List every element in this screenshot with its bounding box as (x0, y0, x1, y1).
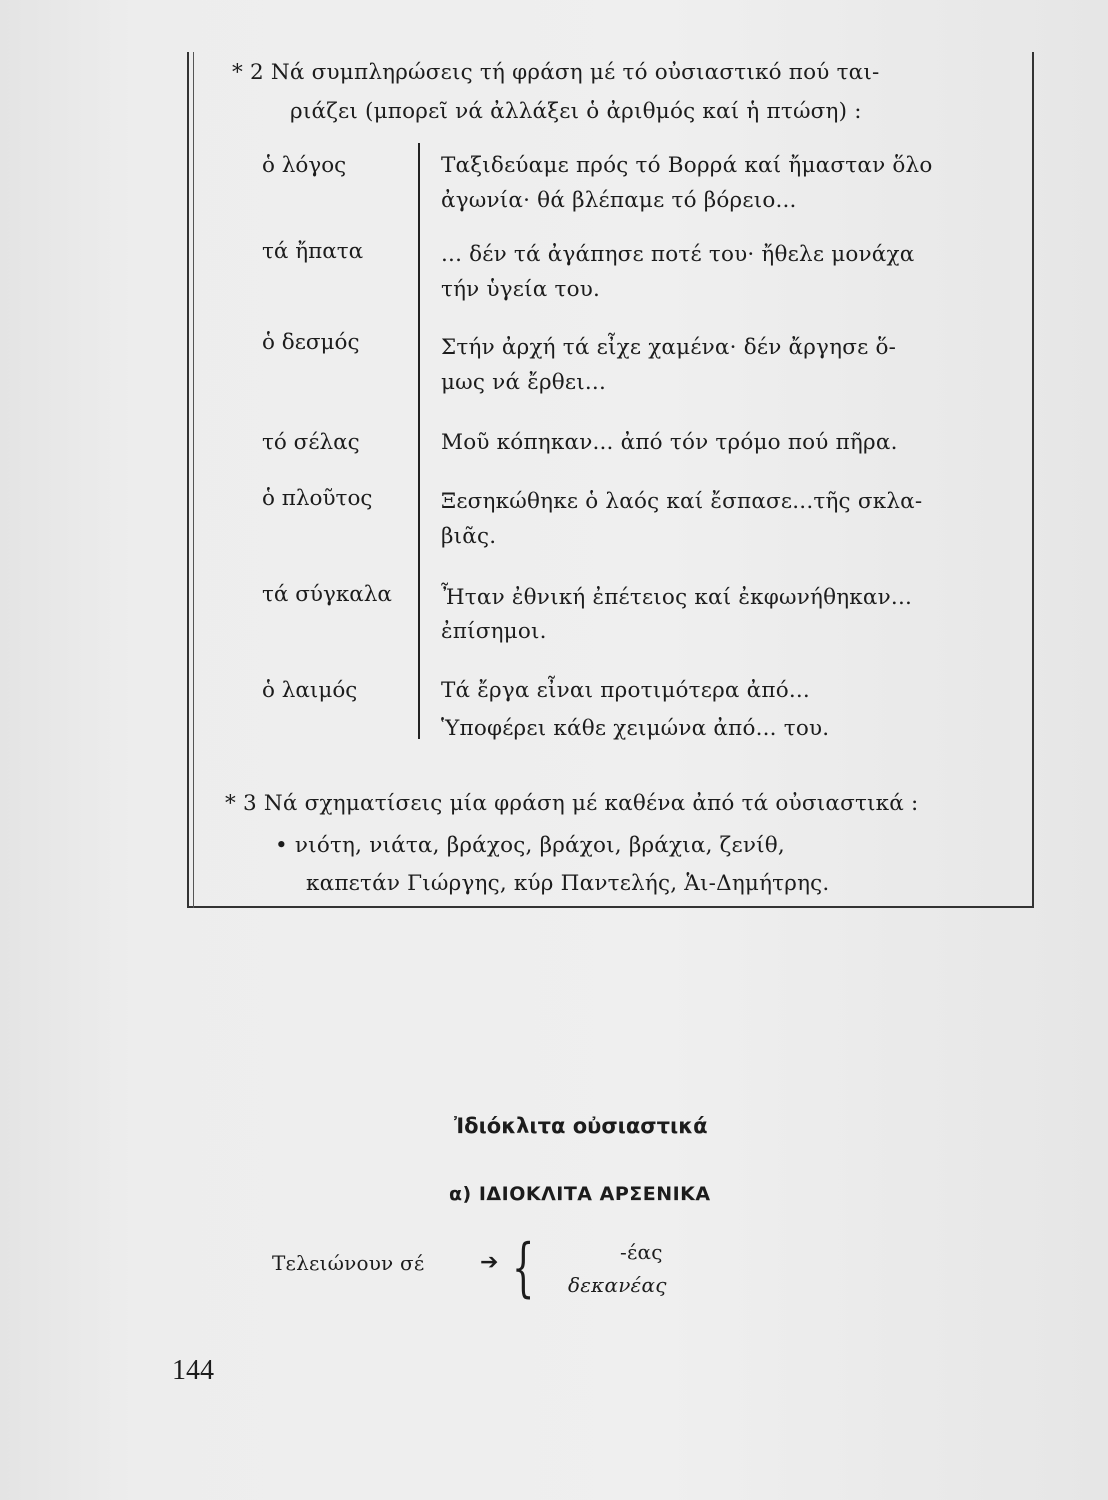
sentence-6-line-2: ἐπίσημοι. (441, 619, 547, 644)
word-sygkala: τά σύγκαλα (262, 582, 392, 607)
sentence-3-line-2: μως νά ἔρθει... (441, 370, 606, 395)
sentence-6-line-1: Ἦταν ἐθνική ἐπέτειος καί ἐκφωνήθηκαν... (441, 585, 913, 610)
brace-icon: { (512, 1231, 535, 1305)
word-ipata: τά ἤπατα (262, 239, 364, 264)
exercise-2-title-line-1: * 2 Νά συμπληρώσεις τή φράση μέ τό οὐσιαστικό πού ται- (232, 60, 880, 85)
exercise-3-title: * 3 Νά σχηματίσεις μία φράση μέ καθένα ἀπό τά οὐσιαστικά : (225, 791, 919, 816)
sentence-4-line-1: Μοῦ κόπηκαν... ἀπό τόν τρόμο πού πῆρα. (441, 430, 898, 455)
section-heading: Ἰδιόκλιτα οὐσιαστικά (454, 1114, 708, 1138)
exercise-2-title-line-2: ριάζει (μπορεῖ νά ἀλλάξει ὁ ἀριθμός καί ἡ πτώση) : (290, 99, 862, 124)
exercise-3-line-1: • νιότη, νιάτα, βράχος, βράχοι, βράχια, ζενίθ, (275, 833, 785, 858)
word-selas: τό σέλας (262, 430, 360, 455)
sentence-5-line-1: Ξεσηκώθηκε ὁ λαός καί ἔσπασε...τῆς σκλα- (441, 489, 923, 514)
word-logos: ὁ λόγος (262, 153, 347, 178)
exercise-3-line-2: καπετάν Γιώργης, κύρ Παντελής, Ἁι-Δημήτρης. (306, 871, 830, 896)
ending-example: δεκανέας (568, 1273, 667, 1297)
word-ploutos: ὁ πλοῦτος (262, 486, 373, 511)
sentence-3-line-1: Στήν ἀρχή τά εἶχε χαμένα· δέν ἄργησε ὅ- (441, 335, 897, 360)
sentence-5-line-2: βιᾶς. (441, 524, 497, 549)
sentence-1-line-2: ἀγωνία· θά βλέπαμε τό βόρειο... (441, 188, 797, 213)
word-desmos: ὁ δεσμός (262, 330, 360, 355)
column-separator (418, 143, 420, 739)
sentence-2-line-1: ... δέν τά ἀγάπησε ποτέ του· ἤθελε μονάχα (441, 242, 915, 267)
section-subheading: α) ΙΔΙΟΚΛΙΤΑ ΑΡΣΕΝΙΚΑ (449, 1183, 711, 1205)
word-laimos: ὁ λαιμός (262, 678, 358, 703)
sentence-2-line-2: τήν ὑγεία του. (441, 277, 601, 302)
ending-suffix: -έας (620, 1240, 663, 1264)
exercise-box-inner-rule (193, 52, 194, 908)
page-number: 144 (172, 1355, 214, 1386)
sentence-7-line-1: Τά ἔργα εἶναι προτιμότερα ἀπό... (441, 678, 810, 703)
sentence-1-line-1: Ταξιδεύαμε πρός τό Βορρά καί ἤμασταν ὅλο (441, 153, 933, 178)
arrow-icon: ➔ (480, 1250, 499, 1275)
sentence-7-line-2: Ὑποφέρει κάθε χειμώνα ἀπό... του. (441, 716, 830, 741)
ending-label: Τελειώνουν σέ (272, 1251, 425, 1275)
